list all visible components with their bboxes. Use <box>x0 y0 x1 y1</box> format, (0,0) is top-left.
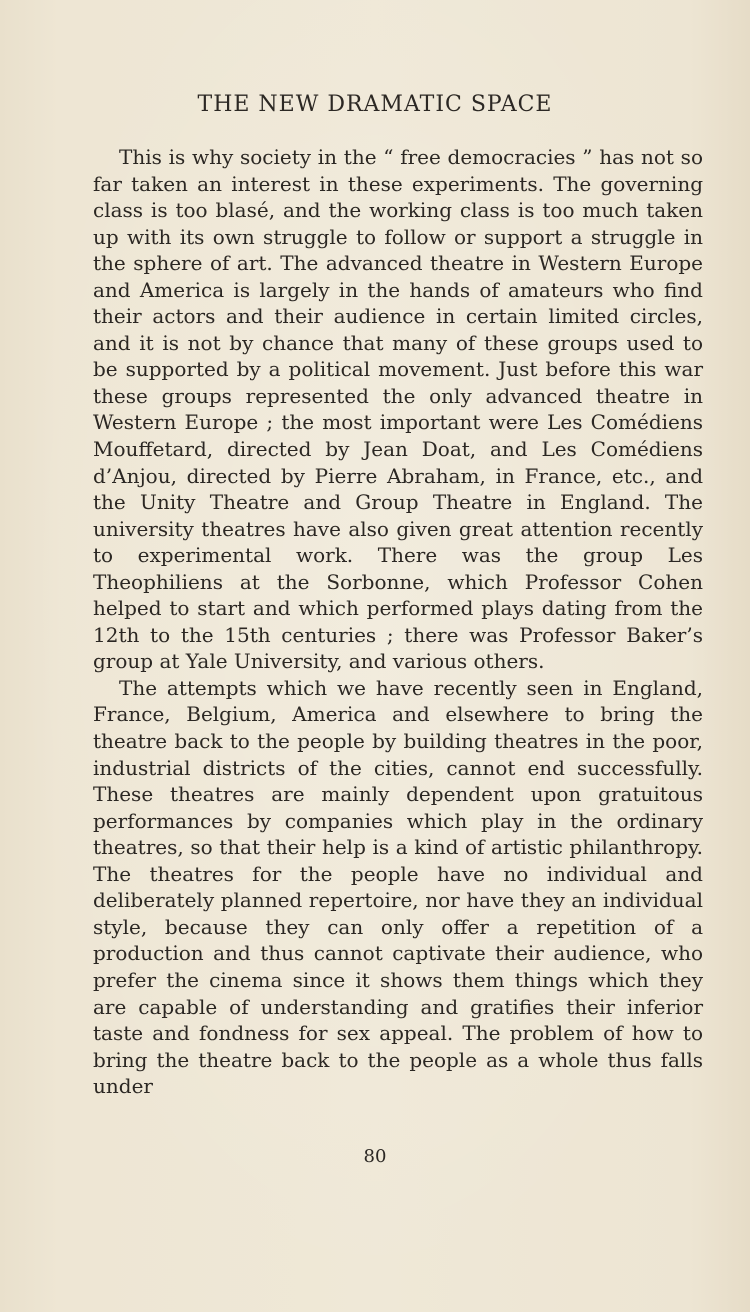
paragraph-2: The attempts which we have recently seen in England, France, Belgium, America and elsewhere to bring the theatre back to the people by building theatres in the poor, industrial districts of the cities, cannot end successfully. These theatres are mainly dependent upon gratuitous performances by companies which play in the ordinary theatres, so that their help is a kind of artistic philanthropy. The theatres for the people have no individual and deliberately planned repertoire, nor have they an individual style, because they can only offer a repetition of a production and thus cannot captivate their audience, who prefer the cinema since it shows them things which they are capable of understanding and gratifies their inferior taste and fondness for sex appeal. The problem of how to bring the theatre back to the people as a whole thus falls under <box>93 675 703 1099</box>
page-number: 80 <box>363 1146 387 1167</box>
running-head-title: THE NEW DRAMATIC SPACE <box>197 92 553 117</box>
body-text <box>93 144 703 1134</box>
paragraph-1: This is why society in the “ free democracies ” has not so far taken an interest in these experiments. The governing class is too blasé, and the working class is too much taken up with its own struggle to follow or support a struggle in the sphere of art. The advanced theatre in Western Europe and America is largely in the hands of amateurs who find their actors and their audience in certain limited circles, and it is not by chance that many of these groups used to be supported by a political movement. Just before this war these groups represented the only advanced theatre in Western Europe ; the most important were Les Comédiens Mouffetard, directed by Jean Doat, and Les Comédiens d’Anjou, directed by Pierre Abraham, in France, etc., and the Unity Theatre and Group Theatre in England. The university theatres have also given great attention recently to experimental work. There was the group Les Theophiliens at the Sorbonne, which Professor Cohen helped to start and which performed plays dating from the 12th to the 15th centuries ; there was Professor Baker’s group at Yale University, and various others. <box>93 145 703 674</box>
